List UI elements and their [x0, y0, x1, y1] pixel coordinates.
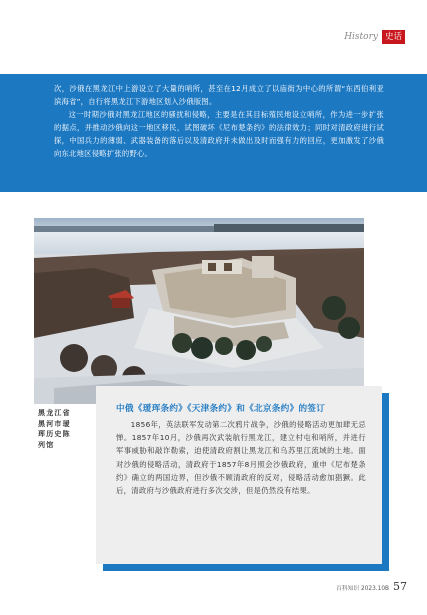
museum-photo: [34, 218, 364, 404]
page-number: 57: [393, 580, 407, 593]
caption-line: 黑龙江省: [38, 409, 71, 417]
intro-paragraph: 次，沙俄在黑龙江中上游设立了大量的哨所，甚至在12月成立了以庙街为中心的所谓“东西伯利亚滨海省”，自行将黑龙江下游地区划入沙俄版图。: [54, 84, 384, 107]
caption-line: 列馆: [38, 440, 55, 449]
section-label-en: History: [344, 32, 378, 42]
info-body: 1856年，英法联军发动第二次鸦片战争，沙俄的侵略活动更加肆无忌惮。1857年10月，沙俄再次武装航行黑龙江，建立村屯和哨所，并进行军事威胁和敲诈勒索，迫使清政府割让黑龙江和乌苏里江流域的土地。面对沙俄的侵略活动，清政府于1857年8月照会沙俄政府，重申《尼布楚条约》确立的两国边界，但沙俄不顾清政府的反对，侵略活动愈加猖獗。此后，清政府与沙俄政府进行多次交涉，但是仍然没有结果。: [116, 420, 366, 496]
intro-paragraph: 这一时期沙俄对黑龙江地区的骚扰和侵略，主要是在其目标殖民地设立哨所，作为进一步扩张的据点，并推动沙俄向这一地区移民，试图破坏《尼布楚条约》的法律效力；同时对清政府进行试探，中国兵力的薄弱、武器装备的落后以及清政府并未做出及时而强有力的回应，更加激发了沙俄向东北地区侵略扩张的野心。: [54, 110, 384, 159]
section-label-zh: 史话: [382, 30, 405, 44]
caption-line: 黑河市瑷: [38, 419, 71, 428]
info-box: [96, 386, 382, 564]
magazine-issue: 百科知识 2023.10B: [336, 586, 389, 592]
page-footer: [336, 580, 407, 593]
section-header: [344, 30, 405, 44]
caption-line: 珲历史陈: [38, 430, 71, 438]
info-title: 中俄《瑷珲条约》《天津条约》和《北京条约》的签订: [116, 404, 326, 414]
intro-text: [54, 82, 384, 161]
photo-caption: [38, 408, 78, 450]
